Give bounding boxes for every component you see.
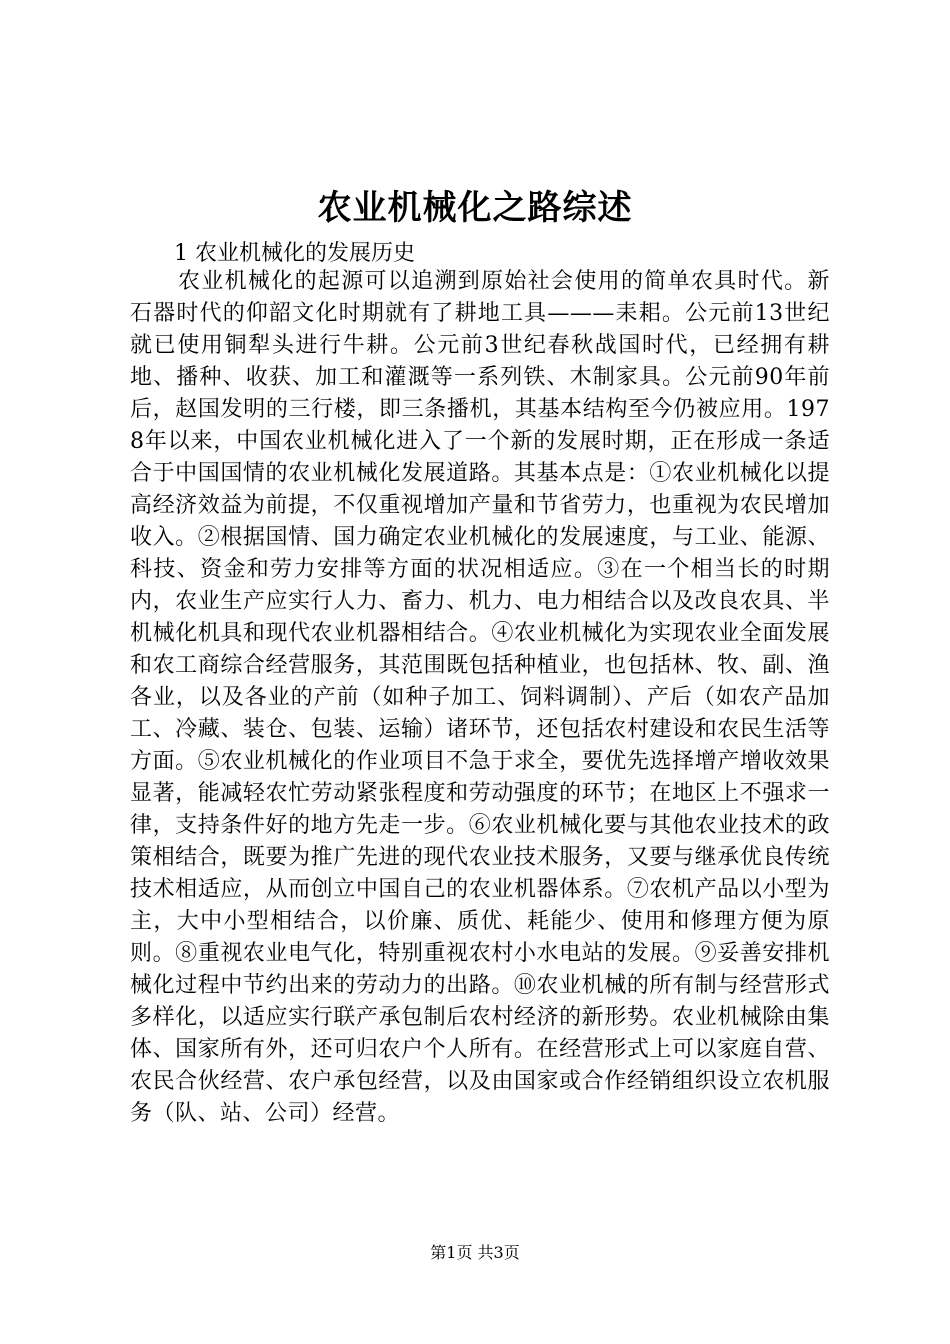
page-footer: 第1页 共3页 [430, 1243, 520, 1262]
body-paragraph: 农业机械化的起源可以追溯到原始社会使用的简单农具时代。新石器时代的仰韶文化时期就有了耕地工具———耒耜。公元前13世纪就已使用铜犁头进行牛耕。公元前3世纪春秋战国时代，已经拥有耕地、播种、收获、加工和灌溉等一系列铁、木制家具。公元前90年前后，赵国发明的三行楼，即三条播机，其基本结构至今仍被应用。1978年以来，中国农业机械化进入了一个新的发展时期，正在形成一条适合于中国国情的农业机械化发展道路。其基本点是：①农业机械化以提高经济效益为前提，不仅重视增加产量和节省劳力，也重视为农民增加收入。②根据国情、国力确定农业机械化的发展速度，与工业、能源、科技、资金和劳力安排等方面的状况相适应。③在一个相当长的时期内，农业生产应实行人力、畜力、机力、电力相结合以及改良农具、半机械化机具和现代农业机器相结合。④农业机械化为实现农业全面发展和农工商综合经营服务，其范围既包括种植业，也包括林、牧、副、渔各业，以及各业的产前（如种子加工、饲料调制）、产后（如农产品加工、冷藏、装仓、包装、运输）诸环节，还包括农村建设和农民生活等方面。⑤农业机械化的作业项目不急于求全，要优先选择增产增收效果显著，能减轻农忙劳动紧张程度和劳动强度的环节；在地区上不强求一律，支持条件好的地方先走一步。⑥农业机械化要与其他农业技术的政策相结合，既要为推广先进的现代农业技术服务，又要与继承优良传统技术相适应，从而创立中国自己的农业机器体系。⑦农机产品以小型为主，大中小型相结合，以价廉、质优、耗能少、使用和修理方便为原则。⑧重视农业电气化，特别重视农村小水电站的发展。⑨妥善安排机械化过程中节约出来的劳动力的出路。⑩农业机械的所有制与经营形式多样化，以适应实行联产承包制后农村经济的新形势。农业机械除由集体、国家所有外，还可归农户个人所有。在经营形式上可以家庭自营、农民合伙经营、农户承包经营，以及由国家或合作经销组织设立农机服务（队、站、公司）经营。 [130, 269, 830, 1126]
document-title: 农业机械化之路综述 [317, 188, 633, 228]
section-heading: 1 农业机械化的发展历史 [174, 241, 415, 266]
